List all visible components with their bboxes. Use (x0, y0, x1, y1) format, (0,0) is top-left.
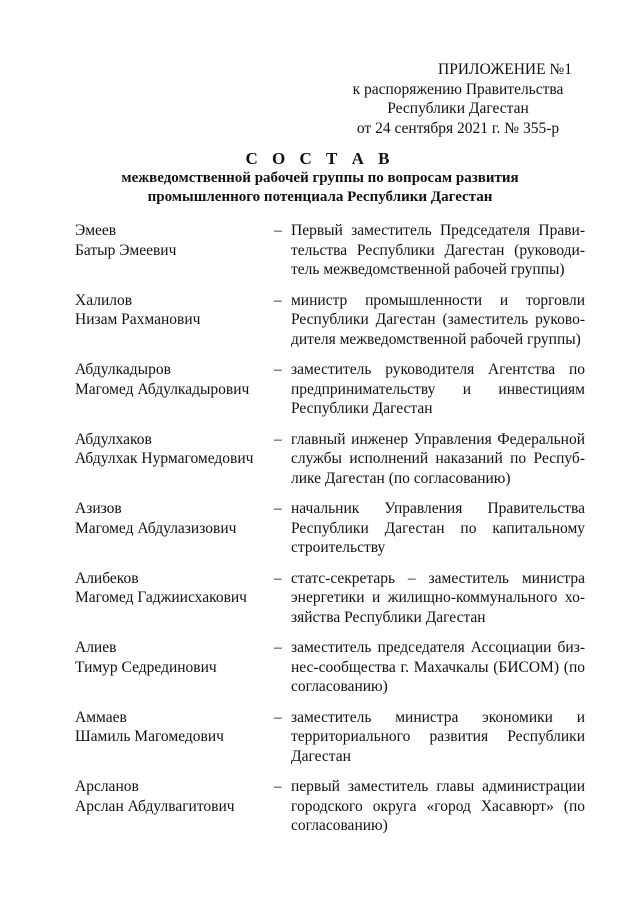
member-name (75, 360, 275, 399)
member-role: начальник Управления Правительства Республики Дагестан по капитальному строительству (291, 500, 585, 556)
member-name (75, 430, 275, 469)
dash-separator: – (274, 708, 282, 726)
dash-separator: – (274, 222, 282, 239)
member-given-names: Низам Рахманович (75, 311, 201, 328)
member-surname: Абдулхаков (75, 430, 152, 448)
appendix-number: ПРИЛОЖЕНИЕ №1 (438, 61, 572, 78)
member-entry (75, 430, 585, 500)
member-role: статс-секретарь – заместитель министра энергетики и жилищно-коммунального хозяйства Республики Дагестан (291, 569, 585, 626)
member-surname: Алиев (75, 639, 117, 656)
member-surname: Аммаев (75, 708, 127, 726)
member-given-names: Магомед Гаджиисхакович (75, 589, 247, 606)
member-given-names: Батыр Эмеевич (75, 241, 177, 259)
member-surname: Азизов (75, 500, 122, 517)
member-role: заместитель руководителя Агентства по предпринимательству и инвестициям Республики Дагестан (291, 361, 585, 417)
dash-separator: – (274, 361, 282, 378)
document-subtitle-line-1: межведомственной рабочей группы по вопросам развития (121, 170, 519, 186)
dash-separator: – (274, 569, 282, 587)
member-entry (75, 499, 585, 569)
member-given-names: Абдулхак Нурмагомедович (75, 450, 254, 467)
member-entry (75, 291, 585, 361)
dash-separator: – (274, 639, 282, 656)
dash-separator: – (274, 778, 282, 795)
member-name (75, 291, 275, 330)
member-name (75, 708, 275, 747)
dash-separator: – (274, 291, 282, 309)
appendix-republic: Республики Дагестан (387, 100, 529, 117)
member-surname: Эмеев (75, 222, 117, 239)
member-name (75, 638, 275, 677)
member-role: Первый заместитель Председателя Правительства Республики Дагестан (руководитель межведомственной рабочей группы) (291, 222, 585, 278)
document-subtitle-line-2: промышленного потенциала Республики Дагестан (147, 189, 493, 205)
appendix-order-ref: к распоряжению Правительства (352, 80, 564, 98)
member-name (75, 569, 275, 608)
member-entry (75, 569, 585, 639)
dash-separator: – (274, 430, 282, 448)
member-entry (75, 221, 585, 291)
member-entry (75, 777, 585, 847)
member-role: главный инженер Управления Федеральной службы исполнений наказаний по Республике Дагестан (по согласованию) (291, 430, 585, 487)
appendix-date: от 24 сентября 2021 г. № 355-р (356, 119, 560, 137)
dash-separator: – (274, 500, 282, 517)
member-entry (75, 708, 585, 778)
document-title: С О С Т А В (245, 149, 395, 168)
appendix-header (328, 60, 588, 138)
member-surname: Халилов (75, 291, 133, 309)
member-name (75, 777, 275, 816)
member-role: первый заместитель главы администрации городского округа «город Хасавюрт» (по согласованию) (291, 778, 585, 834)
member-given-names: Магомед Абдулкадырович (75, 380, 250, 398)
member-surname: Арсланов (75, 778, 139, 795)
member-surname: Алибеков (75, 569, 139, 587)
member-role: заместитель председателя Ассоциации бизнес-сообщества г. Махачкалы (БИСОМ) (по согласованию) (291, 639, 585, 695)
member-given-names: Тимур Седрединович (75, 658, 217, 676)
member-entry (75, 638, 585, 708)
member-entry (75, 360, 585, 430)
member-name (75, 221, 275, 260)
member-given-names: Магомед Абдулазизович (75, 519, 237, 537)
members-list (75, 221, 585, 847)
member-surname: Абдулкадыров (75, 361, 171, 378)
member-role: министр промышленности и торговли Республики Дагестан (заместитель руководителя межведомственной рабочей группы) (291, 291, 585, 348)
member-role: заместитель министра экономики и территориального развития Республики Дагестан (291, 708, 585, 765)
member-name (75, 499, 275, 538)
document-heading (60, 148, 580, 207)
member-given-names: Арслан Абдулвагитович (75, 797, 235, 815)
member-given-names: Шамиль Магомедович (75, 728, 224, 745)
